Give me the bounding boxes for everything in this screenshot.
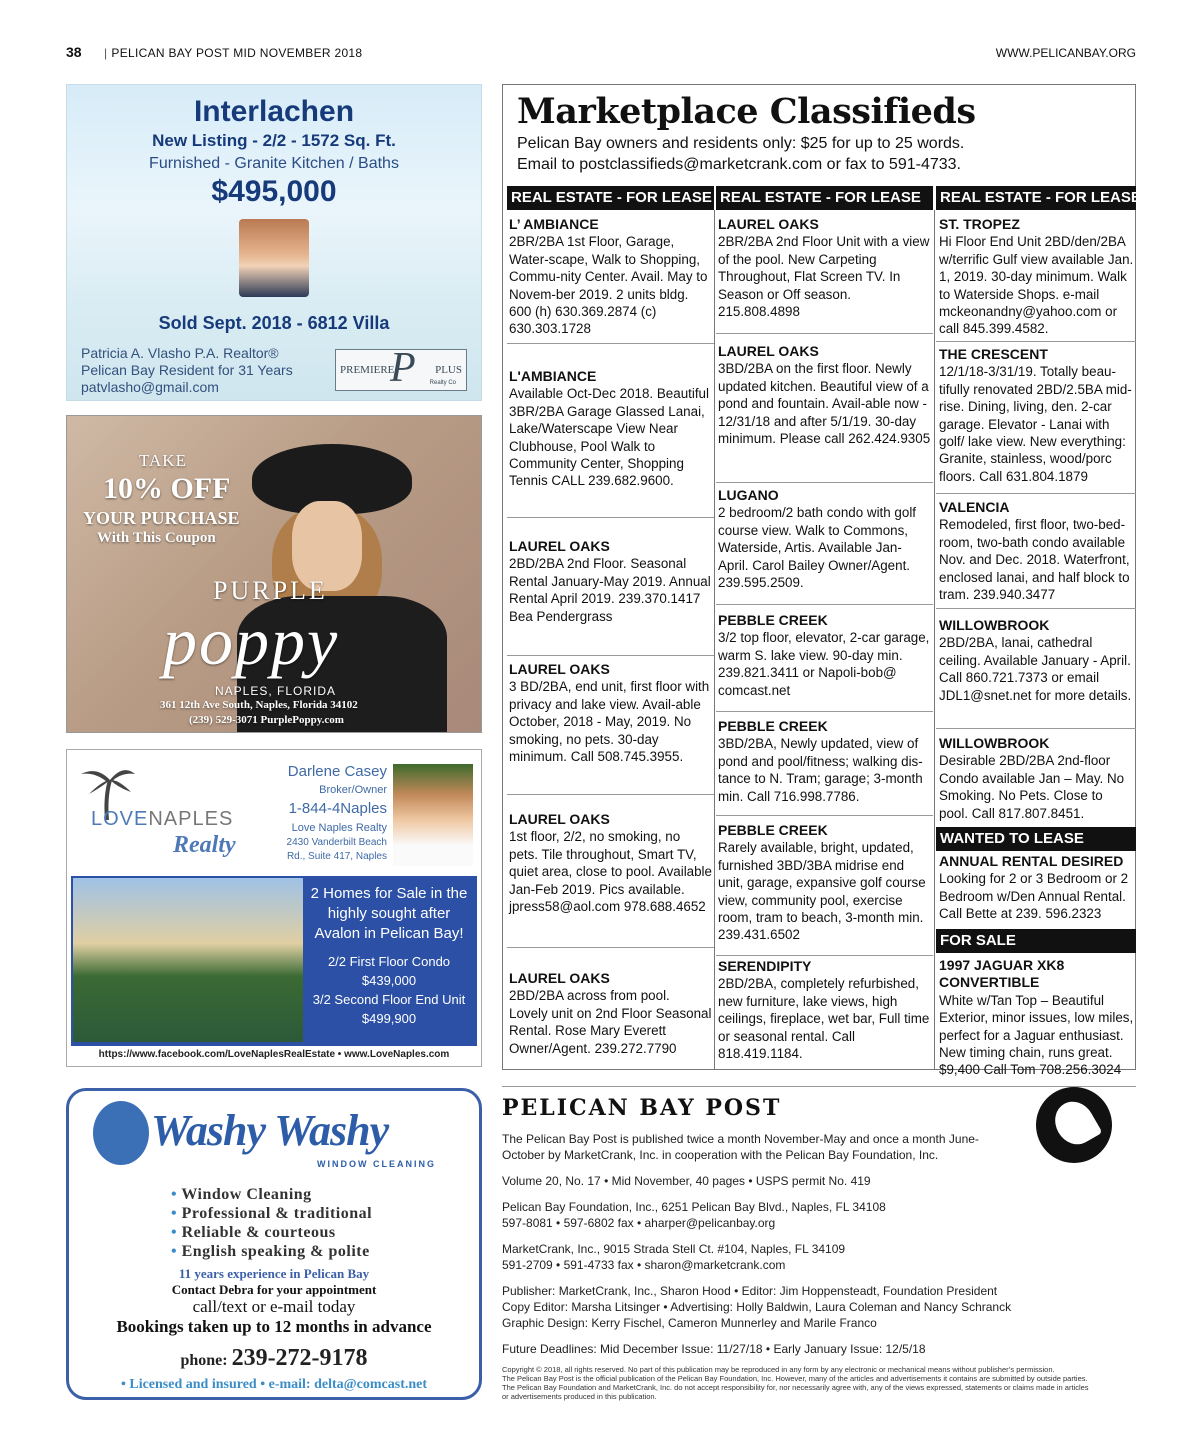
column-header: REAL ESTATE - FOR LEASE <box>936 186 1136 210</box>
ad-body: Desirable 2BD/2BA 2nd-floor Condo available Jan – May. No Smoking. No Pets. Close to pool. Call 817.807.8451. <box>939 753 1125 821</box>
classifieds-column-3 <box>936 186 1141 1078</box>
coupon-your-purchase: YOUR PURCHASE <box>83 508 240 528</box>
column-divider <box>934 210 935 1070</box>
coupon-discount: 10% OFF <box>103 472 231 505</box>
classified-ad <box>936 216 1136 342</box>
marketcrank-contact: 591-2709 • 591-4733 fax • sharon@marketcrank.com <box>502 1258 786 1272</box>
copyright-3: The Pelican Bay Foundation and MarketCrank, Inc. do not accept responsibility for, nor necessarily agree with, any of the views expressed, statements or claims made in articles <box>502 1383 1089 1392</box>
ad-body: Available Oct-Dec 2018. Beautiful 3BR/2BA Garage Glassed Lanai, Lake/Waterscape View Near Clubhouse, Pool Walk to Community Center, Shopping Tennis CALL 239.682.9600. <box>509 386 709 489</box>
broker-info <box>263 762 387 864</box>
listing-headline: 2 Homes for Sale in the highly sought after Avalon in Pelican Bay! <box>310 885 468 942</box>
broker-photo <box>393 764 473 866</box>
ad-body: 1st floor, 2/2, no smoking, no pets. Tile throughout, Smart TV, quiet area, close to pool. Available Jan-Feb 2019. Pics available. jpress58@aol.com 978.688.4652 <box>509 829 712 915</box>
service-item: • English speaking & polite <box>171 1242 372 1261</box>
logo-letter-p: P <box>390 345 416 391</box>
brand-purple: PURPLE <box>213 576 328 605</box>
ad-body: 3/2 top floor, elevator, 2-car garage, warm S. lake view. 90-day min. 239.821.3411 or Napoli-bob@ comcast.net <box>718 630 930 698</box>
ad-washy-washy <box>66 1088 482 1400</box>
classified-ad <box>716 487 933 605</box>
staff-line-1: Publisher: MarketCrank, Inc., Sharon Hood • Editor: Jim Hoppensteadt, Foundation President <box>502 1284 998 1298</box>
ad-body: 2BD/2BA 2nd Floor. Seasonal Rental January-May 2019. Annual Rental April 2019. 239.370.1417 Bea Pendergrass <box>509 556 711 624</box>
classified-ad <box>936 499 1136 609</box>
page-header <box>66 44 1136 64</box>
ad-love-naples <box>66 749 482 1067</box>
column-header: REAL ESTATE - FOR LEASE <box>507 186 714 210</box>
agent-email[interactable]: patvlasho@gmail.com <box>81 379 219 395</box>
ad-purple-poppy <box>66 415 482 733</box>
intro-line-1: Pelican Bay owners and residents only: $25 for up to 25 words. <box>517 135 965 152</box>
intro-line-2: Email to postclassifieds@marketcrank.com or fax to 591-4733. <box>517 156 961 173</box>
ad-body: 3 BD/2BA, end unit, first floor with privacy and lake view. Avail-able October, 2018 - May, 2019. No smoking, no pets. 30-day minimum. Call 508.745.3955. <box>509 679 710 765</box>
classifieds-intro <box>517 133 964 175</box>
premiere-plus-logo <box>335 345 467 391</box>
classified-ad <box>507 538 714 656</box>
service-item: • Reliable & courteous <box>171 1223 372 1242</box>
ad-title: PEBBLE CREEK <box>718 718 828 734</box>
coupon-take: TAKE <box>139 451 187 470</box>
ad-title: LAUREL OAKS <box>718 343 819 359</box>
ad-body: Hi Floor End Unit 2BD/den/2BA w/terrific Gulf view available Jan. 1, 2019. 30-day minimum. Walk to Waterside Shops. e-mail mckeonandny@yahoo.com or call 845.399.4582. <box>939 234 1134 337</box>
store-city: NAPLES, FLORIDA <box>215 684 337 698</box>
copyright-2: The Pelican Bay Post is the official publication of the Pelican Bay Foundation, Inc. However, many of the articles and advertisements it contains are submitted by outside parties. <box>502 1374 1088 1383</box>
broker-address-2: Rd., Suite 417, Naples <box>286 851 387 862</box>
classified-ad <box>936 853 1136 929</box>
logo-realty: Realty <box>173 832 236 858</box>
ad-title: LAUREL OAKS <box>718 216 819 232</box>
ad-title: WILLOWBROOK <box>939 735 1050 751</box>
brand-poppy: poppy <box>163 603 340 679</box>
ad-sold: Sold Sept. 2018 - 6812 Villa <box>158 313 390 333</box>
store-address: 361 12th Ave South, Naples, Florida 34102 <box>160 699 358 711</box>
column-header: REAL ESTATE - FOR LEASE <box>716 186 933 210</box>
phone-label: phone: <box>180 1352 228 1369</box>
broker-role: Broker/Owner <box>319 784 387 796</box>
page-number: 38 <box>66 44 82 60</box>
ad-title: THE CRESCENT <box>939 346 1048 362</box>
booking-line: Bookings taken up to 12 months in advance <box>116 1317 432 1336</box>
unit-2: 3/2 Second Floor End Unit <box>312 992 466 1007</box>
publication-masthead <box>502 1086 1136 1401</box>
call-line: call/text or e-mail today <box>192 1297 356 1316</box>
classified-ad <box>936 617 1136 729</box>
ad-listing: New Listing - 2/2 - 1572 Sq. Ft. <box>152 131 396 150</box>
logo-word-premiere: PREMIERE <box>340 364 395 376</box>
classified-ad <box>936 957 1136 1078</box>
listing-band <box>71 876 477 1046</box>
foundation-address: Pelican Bay Foundation, Inc., 6251 Pelican Bay Blvd., Naples, FL 34108 <box>502 1200 886 1214</box>
ad-body: 2BD/2BA, lanai, cathedral ceiling. Available January - April. Call 860.721.7373 or email JDL1@snet.net for more details. <box>939 635 1132 703</box>
ad-body: 2BD/2BA, completely refurbished, new furniture, lake views, high ceilings, fireplace, wet bar, Full time or seasonal rental. Call 818.419.1184. <box>718 976 930 1062</box>
classified-ad <box>716 612 933 712</box>
listing-units <box>307 952 471 1028</box>
pelican-logo-icon <box>1036 1087 1112 1163</box>
classifieds-title: Marketplace Classifieds <box>517 91 976 132</box>
logo-word-plus: PLUS <box>435 364 462 376</box>
price-1: $439,000 <box>361 973 417 988</box>
section-header-wanted: WANTED TO LEASE <box>936 827 1136 851</box>
ad-title: LAUREL OAKS <box>509 970 610 986</box>
unit-1: 2/2 First Floor Condo <box>327 954 451 969</box>
staff-line-2: Copy Editor: Marsha Litsinger • Advertising: Holly Baldwin, Laura Coleman and Nancy Schranck <box>502 1300 1012 1314</box>
foundation-contact: 597-8081 • 597-6802 fax • aharper@pelicanbay.org <box>502 1216 776 1230</box>
coupon-note: With This Coupon <box>97 530 216 546</box>
ad-title: SERENDIPITY <box>718 958 812 974</box>
property-photo <box>73 878 303 1042</box>
phone-number[interactable]: 239-272-9178 <box>231 1345 368 1371</box>
ad-title: ANNUAL RENTAL DESIRED <box>939 853 1124 869</box>
ad-title: 1997 JAGUAR XK8 CONVERTIBLE <box>939 957 1065 991</box>
ad-title: ST. TROPEZ <box>939 216 1020 232</box>
ad-body: 12/1/18-3/31/19. Totally beau-tifully renovated 2BD/2.5BA mid-rise. Dining, living, den. 2-car garage. Elevator - Lanai with golf/ lake view. New everything: Granite, stainless, wood/porc floors. Call 631.804.1879 <box>939 364 1132 484</box>
store-phone: (239) 529-3071 PurplePoppy.com <box>189 714 344 726</box>
classified-ad <box>716 718 933 816</box>
ad-title: LAUREL OAKS <box>509 538 610 554</box>
ad-body: Remodeled, first floor, two-bed-room, two-bath condo available Nov. and Dec. 2018. Waterfront, enclosed lanai, and half block to tram. 239.940.3477 <box>939 517 1130 603</box>
agent-info <box>81 345 293 396</box>
column-divider <box>714 210 715 1070</box>
agent-resident: Pelican Bay Resident for 31 Years <box>81 362 293 378</box>
ad-body: 2BD/2BA across from pool. Lovely unit on 2nd Floor Seasonal Rental. Rose Mary Everett Owner/Agent. 239.272.7790 <box>509 988 712 1056</box>
broker-name: Darlene Casey <box>287 763 387 780</box>
logo-naples: NAPLES <box>148 808 234 830</box>
ad-title: L'AMBIANCE <box>509 368 597 384</box>
mascot-icon <box>93 1101 149 1165</box>
ad-title: LAUREL OAKS <box>509 661 610 677</box>
logo-word-realty: Realty Co <box>429 380 456 386</box>
broker-company: Love Naples Realty <box>291 822 387 834</box>
broker-phone[interactable]: 1-844-4Naples <box>288 800 387 817</box>
ad-title: LUGANO <box>718 487 779 503</box>
ad-body: 3BD/2BA on the first floor. Newly updated kitchen. Beautiful view of a pond and fountain. Avail-able now - 12/31/18 and after 5/1/19. 30-day minimum. Please call 262.424.9305 <box>718 361 931 447</box>
masthead-about: The Pelican Bay Post is published twice a month November-May and once a month June-October by MarketCrank, Inc. in cooperation with the Pelican Bay Foundation, Inc. <box>502 1132 979 1162</box>
classifieds-column-2 <box>716 186 933 1062</box>
classified-ad <box>507 368 714 518</box>
classified-ad <box>716 822 933 956</box>
washy-brand: Washy Washy <box>151 1106 389 1155</box>
logo-love-naples <box>91 808 233 831</box>
contact-line: Contact Debra for your appointment <box>171 1282 377 1297</box>
classified-ad <box>507 970 714 1070</box>
price-2: $499,900 <box>361 1011 417 1026</box>
logo-love: LOVE <box>91 808 149 830</box>
ad-body: White w/Tan Top – Beautiful Exterior, minor issues, low miles, perfect for a Jaguar enthusiast. New timing chain, runs great. $9,400 Call Tom 708.256.3024 <box>939 992 1134 1078</box>
licensed-line: • Licensed and insured • e-mail: delta@comcast.net <box>120 1377 428 1392</box>
copyright-1: Copyright © 2018, all rights reserved. No part of this publication may be reproduced in any form by any electronic or mechanical means without publisher’s permission. <box>502 1365 1055 1374</box>
ad-body: 2 bedroom/2 bath condo with golf course view. Walk to Commons, Waterside, Artis. Available Jan-April. Carol Bailey Owner/Agent. 239.595.2509. <box>718 505 917 591</box>
washy-subbrand: WINDOW CLEANING <box>317 1159 436 1169</box>
ad-body: Looking for 2 or 3 Bedroom or 2 Bedroom w/Den Annual Rental. Call Bette at 239. 596.2323 <box>939 871 1129 922</box>
ad-price: $495,000 <box>211 175 337 208</box>
ad-body: Rarely available, bright, updated, furnished 3BD/3BA midrise end unit, garage, expansive golf course view, community pool, exercise room, tram to beach, 3-month min. 239.431.6502 <box>718 840 926 943</box>
site-url[interactable]: WWW.PELICANBAY.ORG <box>995 46 1136 60</box>
section-header-for-sale: FOR SALE <box>936 929 1136 953</box>
ad-title: VALENCIA <box>939 499 1010 515</box>
agent-photo <box>239 219 309 297</box>
marketplace-classifieds <box>502 84 1141 1078</box>
ad-body: 2BR/2BA 1st Floor, Garage, Water-scape, Walk to Shopping, Commu-nity Center. Avail. May to Novem-ber 2019. 2 units bldg. 600 (h) 630.369.2874 (c) 630.303.1728 <box>509 234 708 337</box>
classified-ad <box>936 735 1136 825</box>
service-item: • Window Cleaning <box>171 1185 372 1204</box>
classified-ad <box>936 346 1136 494</box>
ad-title: Interlachen <box>193 95 355 128</box>
ad-title: WILLOWBROOK <box>939 617 1050 633</box>
masthead-title: PELICAN BAY POST <box>502 1095 782 1121</box>
experience: 11 years experience in Pelican Bay <box>178 1266 370 1281</box>
future-deadlines: Future Deadlines: Mid December Issue: 11/27/18 • Early January Issue: 12/5/18 <box>502 1342 926 1356</box>
classified-ad <box>507 811 714 948</box>
marketcrank-address: MarketCrank, Inc., 9015 Strada Stell Ct. #104, Naples, FL 34109 <box>502 1242 846 1256</box>
service-item: • Professional & traditional <box>171 1204 372 1223</box>
classifieds-column-1 <box>507 186 714 1056</box>
ad-interlachen <box>66 84 482 401</box>
classified-ad <box>507 661 714 795</box>
masthead-volume: Volume 20, No. 17 • Mid November, 40 pages • USPS permit No. 419 <box>502 1174 871 1188</box>
ad-features: Furnished - Granite Kitchen / Baths <box>149 155 399 172</box>
classified-ad <box>716 216 933 334</box>
copyright-4: or advertisements produced in this publication. <box>502 1392 657 1401</box>
ad-title: PEBBLE CREEK <box>718 822 828 838</box>
ad-title: LAUREL OAKS <box>509 811 610 827</box>
staff-line-3: Graphic Design: Kerry Fischel, Cameron Munnerley and Marile Franco <box>502 1316 877 1330</box>
ad-body: 2BR/2BA 2nd Floor Unit with a view of the pool. New Carpeting Throughout, Flat Screen TV. In Season or Off season. 215.808.4898 <box>718 234 930 320</box>
agent-name: Patricia A. Vlasho P.A. Realtor® <box>81 345 279 361</box>
ad-title: L’ AMBIANCE <box>509 216 599 232</box>
service-list <box>171 1185 372 1261</box>
ad-body: 3BD/2BA, Newly updated, view of pond and pool/fitness; walking dis-tance to N. Tram; garage; 3-month min. Call 716.998.7786. <box>718 736 923 804</box>
ad-footer-links[interactable]: https://www.facebook.com/LoveNaplesRealEstate • www.LoveNaples.com <box>98 1049 450 1060</box>
publication-name: | PELICAN BAY POST MID NOVEMBER 2018 <box>104 46 362 60</box>
classified-ad <box>716 343 933 483</box>
classified-ad <box>716 958 933 1066</box>
broker-address-1: 2430 Vanderbilt Beach <box>286 837 387 848</box>
ad-title: PEBBLE CREEK <box>718 612 828 628</box>
classified-ad <box>507 216 714 344</box>
phone-line <box>69 1345 479 1372</box>
